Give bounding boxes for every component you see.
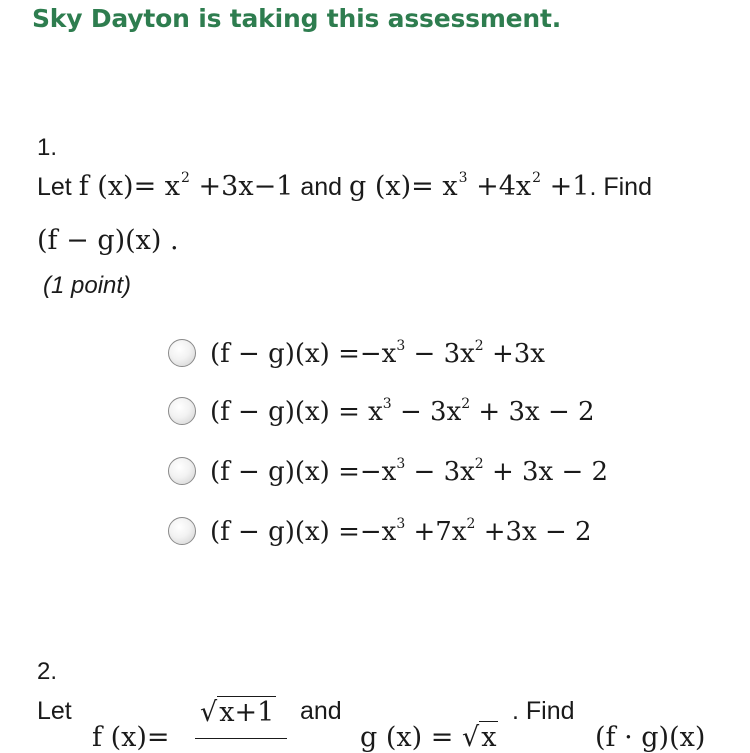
g-definition: g $(x)= x^3 +4x^2 +1$	[349, 170, 590, 202]
question-1-points: (1 point)	[43, 272, 132, 299]
fraction-bar	[195, 738, 287, 739]
assessment-banner: Sky Dayton is taking this assessment.	[32, 4, 562, 33]
question-1-number: 1.	[37, 134, 58, 161]
radio-button-icon[interactable]	[168, 397, 196, 425]
radio-button-icon[interactable]	[168, 339, 196, 367]
question-2-number: 2.	[37, 658, 58, 685]
question-2-f-numerator: √x+1	[200, 697, 275, 728]
radio-button-icon[interactable]	[168, 517, 196, 545]
question-1-target: (f − g)(x) .	[37, 225, 179, 256]
question-1-prompt	[37, 170, 652, 202]
choice-1[interactable]	[168, 333, 545, 373]
f-definition: f $(x)= x^2 +3x-1$	[78, 170, 294, 202]
prompt-let: Let	[37, 173, 72, 201]
radio-button-icon[interactable]	[168, 457, 196, 485]
question-2-target: (f · g)(x)	[595, 722, 706, 753]
question-2-find: . Find	[512, 697, 575, 725]
question-2-f-lhs: f (x)=	[92, 722, 170, 753]
choice-4[interactable]	[168, 511, 592, 551]
choice-3-label: $(f - g)(x) =-x^3 - 3x^2 + 3x - 2$	[210, 455, 609, 487]
choice-3[interactable]	[168, 451, 608, 491]
choice-2-label: $(f - g)(x) = x^3 - 3x^2 + 3x - 2$	[210, 395, 595, 427]
question-2-let: Let	[37, 697, 72, 725]
prompt-and: and	[300, 173, 343, 201]
choice-4-label: $(f - g)(x) =-x^3 +7x^2 +3x - 2$	[210, 515, 592, 547]
question-2-and: and	[300, 697, 342, 725]
choice-2[interactable]	[168, 391, 595, 431]
question-2-g-definition: g (x) = √x	[360, 722, 497, 753]
choice-1-label: $(f - g)(x) =-x^3 - 3x^2 +3x$	[210, 337, 545, 369]
prompt-find: . Find	[589, 173, 652, 201]
